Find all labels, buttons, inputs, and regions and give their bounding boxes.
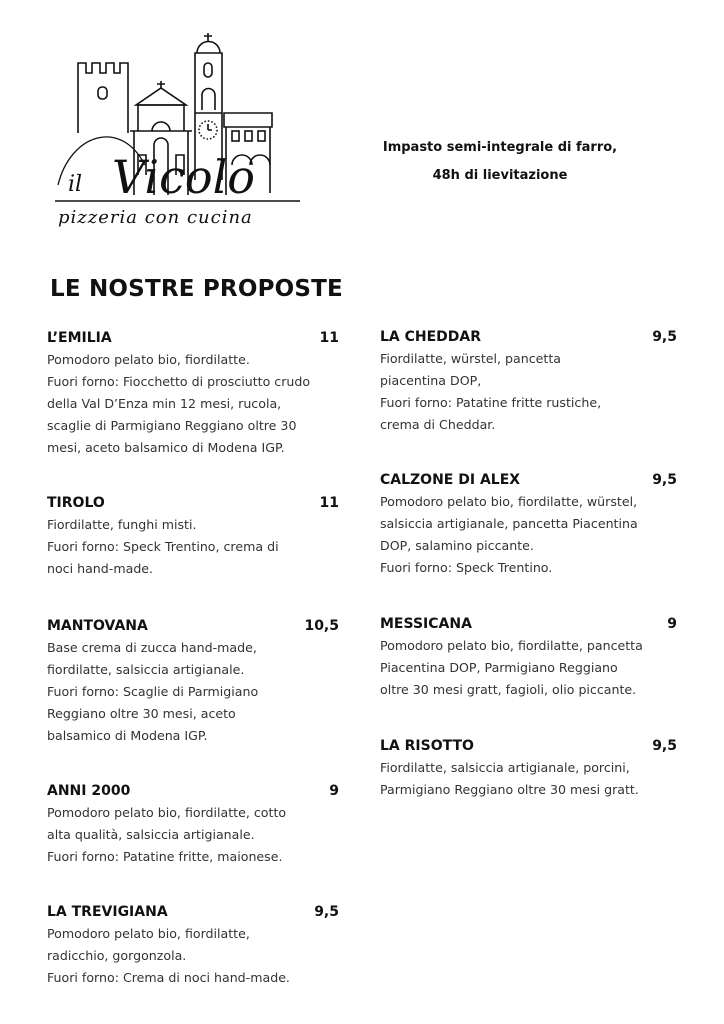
description-line: mesi, aceto balsamico di Modena IGP. [47, 440, 285, 455]
tagline-line: Impasto semi-integrale di farro, [382, 140, 618, 155]
description-line: piacentina DOP, [380, 373, 482, 388]
description-line: salsiccia artigianale, pancetta Piacentina [380, 516, 638, 531]
menu-item [380, 735, 677, 801]
menu-item-header [47, 327, 339, 349]
menu-item-header [47, 901, 339, 923]
description-line: Fiordilatte, funghi misti. [47, 517, 197, 532]
svg-text:Vicolo: Vicolo [112, 150, 255, 204]
description-line: Fuori forno: Scaglie di Parmigiano [47, 684, 259, 699]
pizza-price: 11 [319, 495, 339, 511]
pizza-price: 9,5 [652, 472, 677, 488]
pizza-name: TIROLO [47, 495, 105, 511]
pizza-name: LA RISOTTO [380, 738, 474, 754]
section-title: LE NOSTRE PROPOSTE [50, 276, 343, 302]
pizza-name: LA TREVIGIANA [47, 904, 168, 920]
pizza-description [380, 757, 677, 801]
description-line: fiordilatte, salsiccia artigianale. [47, 662, 245, 677]
menu-item-header [47, 780, 339, 802]
pizza-description [47, 802, 339, 868]
svg-text:pizzeria con cucina: pizzeria con cucina [58, 207, 253, 228]
menu-item-header [47, 492, 339, 514]
pizza-description [47, 637, 339, 747]
dough-tagline [370, 134, 630, 190]
pizza-price: 9 [329, 783, 339, 799]
description-line: Pomodoro pelato bio, fiordilatte, [47, 926, 250, 941]
description-line: Pomodoro pelato bio, fiordilatte. [47, 352, 250, 367]
description-line: Pomodoro pelato bio, fiordilatte, würstel, [380, 494, 638, 509]
description-line: Fuori forno: Speck Trentino, crema di [47, 539, 279, 554]
description-line: balsamico di Modena IGP. [47, 728, 208, 743]
description-line: Fiordilatte, salsiccia artigianale, porcini, [380, 760, 630, 775]
menu-item [380, 613, 677, 701]
menu-item [47, 492, 339, 580]
pizza-price: 9,5 [652, 738, 677, 754]
description-line: radicchio, gorgonzola. [47, 948, 187, 963]
description-line: noci hand-made. [47, 561, 154, 576]
il-vicolo-logo [50, 25, 310, 245]
pizza-description [380, 635, 677, 701]
svg-text:il: il [68, 172, 83, 197]
menu-item [47, 327, 339, 459]
pizza-price: 9,5 [314, 904, 339, 920]
pizza-description [380, 348, 677, 436]
description-line: Pomodoro pelato bio, fiordilatte, cotto [47, 805, 287, 820]
pizza-name: LA CHEDDAR [380, 329, 482, 345]
pizza-description [47, 923, 339, 989]
menu-item-header [380, 613, 677, 635]
menu-item-header [380, 735, 677, 757]
description-line: DOP, salamino piccante. [380, 538, 534, 553]
description-line: Fuori forno: Speck Trentino. [380, 560, 553, 575]
pizza-name: MESSICANA [380, 616, 472, 632]
description-line: Fuori forno: Patatine fritte, maionese. [47, 849, 283, 864]
pizza-name: L’EMILIA [47, 330, 112, 346]
description-line: scaglie di Parmigiano Reggiano oltre 30 [47, 418, 297, 433]
menu-item-header [47, 615, 339, 637]
pizza-price: 10,5 [304, 618, 339, 634]
pizza-name: CALZONE DI ALEX [380, 472, 521, 488]
description-line: Base crema di zucca hand-made, [47, 640, 257, 655]
description-line: crema di Cheddar. [380, 417, 496, 432]
description-line: Piacentina DOP, Parmigiano Reggiano [380, 660, 618, 675]
description-line: Parmigiano Reggiano oltre 30 mesi gratt. [380, 782, 639, 797]
pizza-price: 9 [667, 616, 677, 632]
description-line: della Val D’Enza min 12 mesi, rucola, [47, 396, 282, 411]
pizza-name: MANTOVANA [47, 618, 148, 634]
pizza-price: 9,5 [652, 329, 677, 345]
pizza-price: 11 [319, 330, 339, 346]
description-line: Fiordilatte, würstel, pancetta [380, 351, 561, 366]
description-line: Fuori forno: Patatine fritte rustiche, [380, 395, 602, 410]
pizza-name: ANNI 2000 [47, 783, 131, 799]
description-line: Fuori forno: Crema di noci hand-made. [47, 970, 290, 985]
menu-item-header [380, 326, 677, 348]
menu-item [380, 326, 677, 436]
description-line: Fuori forno: Fiocchetto di prosciutto crudo [47, 374, 311, 389]
description-line: Pomodoro pelato bio, fiordilatte, pancetta [380, 638, 643, 653]
pizza-description [380, 491, 677, 579]
description-line: alta qualità, salsiccia artigianale. [47, 827, 255, 842]
pizza-description [47, 514, 339, 580]
tagline-line: 48h di lievitazione [432, 168, 568, 183]
menu-item [47, 780, 339, 868]
menu-item [47, 615, 339, 747]
description-line: Reggiano oltre 30 mesi, aceto [47, 706, 236, 721]
description-line: oltre 30 mesi gratt, fagioli, olio piccante. [380, 682, 637, 697]
menu-item [47, 901, 339, 989]
menu-item-header [380, 469, 677, 491]
pizza-description [47, 349, 339, 459]
menu-item [380, 469, 677, 579]
